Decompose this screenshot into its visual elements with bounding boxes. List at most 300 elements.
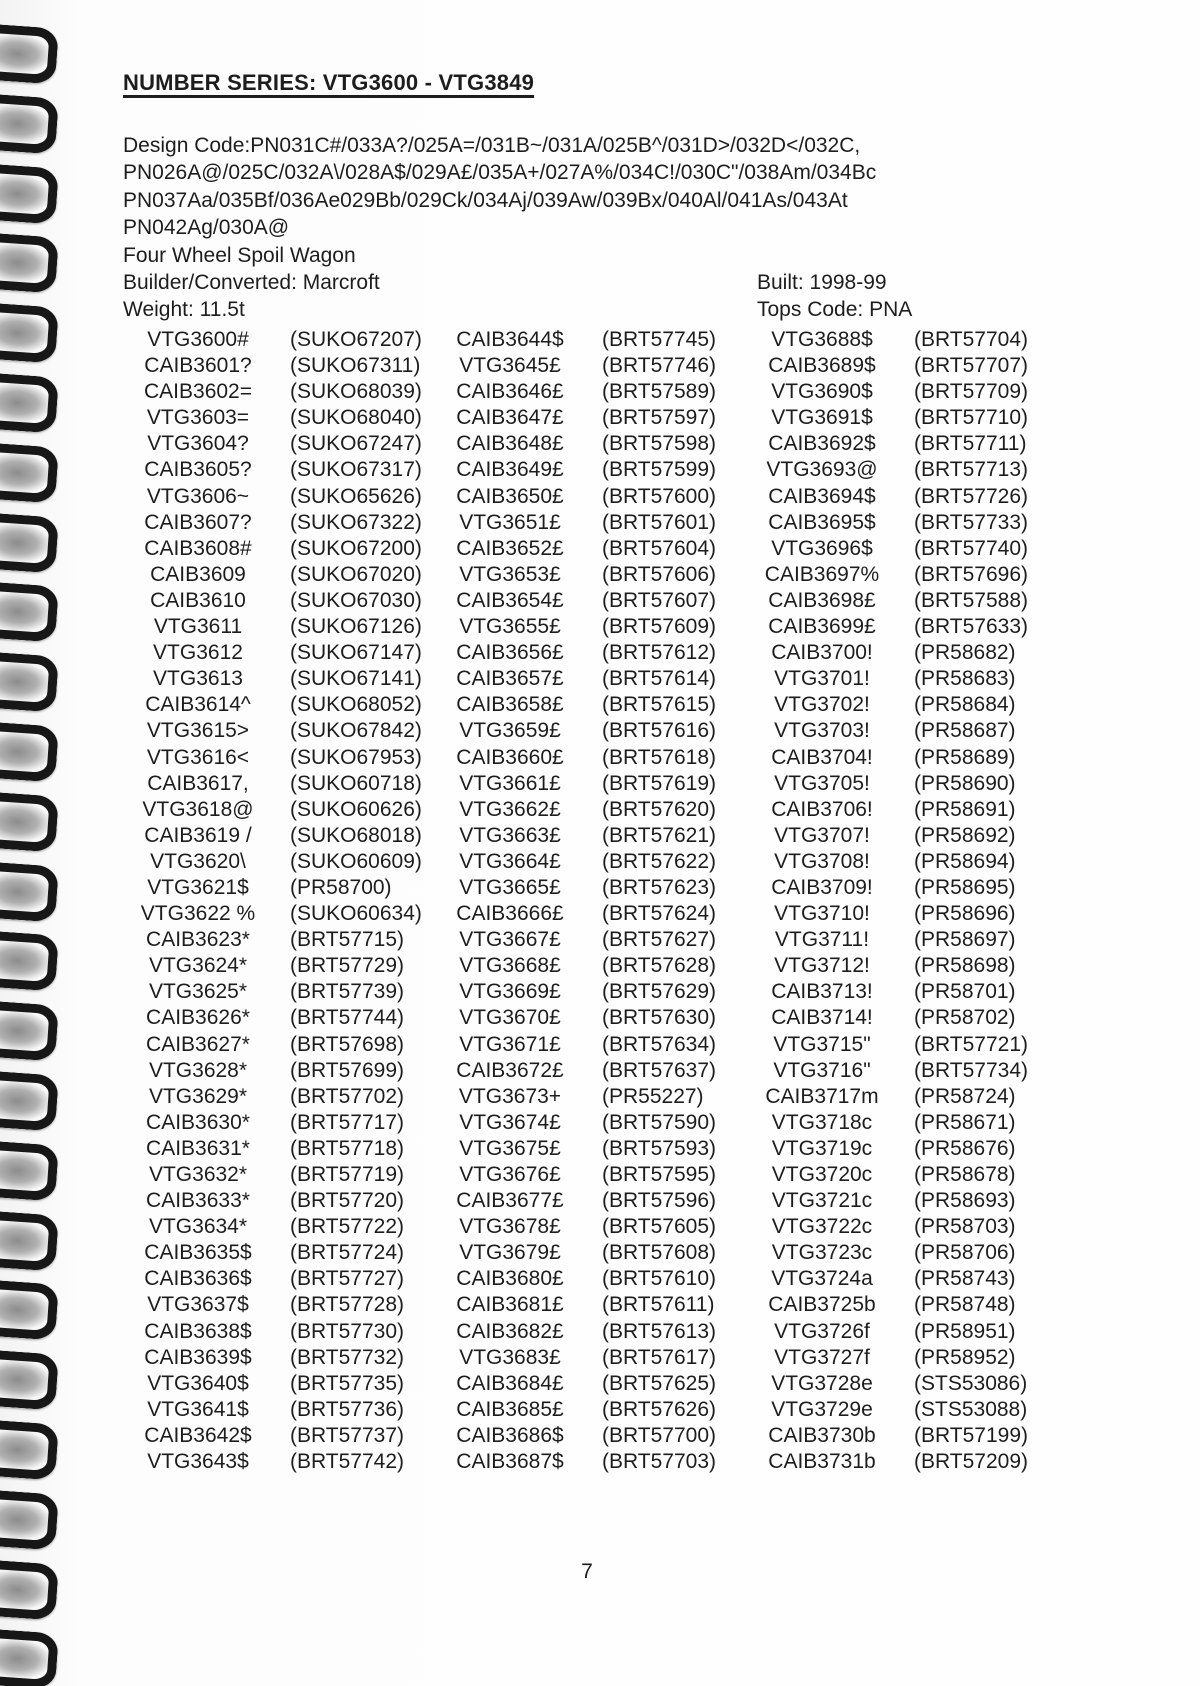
previous-number-code: (PR58952) bbox=[914, 1345, 1016, 1369]
wagon-row bbox=[112, 328, 424, 354]
wagon-number: CAIB3607? bbox=[144, 510, 252, 534]
previous-number-code: (BRT57720) bbox=[290, 1189, 405, 1213]
wagon-row bbox=[424, 1215, 736, 1241]
previous-number-code: (BRT57637) bbox=[602, 1058, 717, 1082]
previous-number-code: (BRT57711) bbox=[914, 432, 1027, 456]
previous-number-code: (SUKO67141) bbox=[290, 667, 422, 691]
wagon-number: CAIB3686$ bbox=[456, 1423, 564, 1447]
wagon-row bbox=[736, 1398, 1076, 1424]
wagon-number: VTG3604? bbox=[147, 432, 249, 456]
wagon-number: CAIB3698£ bbox=[768, 588, 876, 612]
previous-number-code: (BRT57729) bbox=[290, 954, 405, 978]
previous-number-code: (STS53086) bbox=[914, 1371, 1028, 1395]
previous-number-code: (BRT57704) bbox=[914, 328, 1029, 351]
previous-number-code: (BRT57710) bbox=[914, 406, 1029, 430]
previous-number-code: (BRT57707) bbox=[914, 354, 1029, 378]
previous-number-code: (BRT57702) bbox=[290, 1084, 405, 1108]
wagon-row bbox=[112, 1033, 424, 1059]
previous-number-code: (BRT57736) bbox=[290, 1397, 405, 1421]
wagon-row bbox=[112, 1059, 424, 1085]
wagon-row bbox=[736, 746, 1076, 772]
wagon-number: CAIB3635$ bbox=[144, 1241, 252, 1265]
wagon-number: VTG3616< bbox=[146, 745, 250, 769]
wagon-number: CAIB3631* bbox=[146, 1136, 250, 1160]
previous-number-code: (BRT57630) bbox=[602, 1006, 717, 1030]
wagon-row bbox=[424, 615, 736, 641]
wagon-number: CAIB3619 / bbox=[144, 823, 252, 847]
wagon-number: CAIB3689$ bbox=[768, 354, 876, 378]
wagon-number: VTG3640$ bbox=[147, 1371, 249, 1395]
wagon-number: VTG3688$ bbox=[771, 328, 873, 351]
wagon-row bbox=[736, 928, 1076, 954]
wagon-row bbox=[736, 1111, 1076, 1137]
wagon-row bbox=[424, 1085, 736, 1111]
wagon-row bbox=[112, 589, 424, 615]
previous-number-code: (SUKO67311) bbox=[290, 354, 421, 378]
spiral-binding-loop bbox=[0, 1489, 59, 1550]
spiral-binding-loop bbox=[0, 442, 59, 503]
page-title: NUMBER SERIES: VTG3600 - VTG3849 bbox=[123, 70, 535, 95]
wagon-number: VTG3675£ bbox=[459, 1136, 561, 1160]
previous-number-code: (PR58701) bbox=[914, 980, 1016, 1004]
wagon-row bbox=[736, 589, 1076, 615]
wagon-number: CAIB3648£ bbox=[456, 432, 564, 456]
wagon-row bbox=[112, 432, 424, 458]
wagon-number: VTG3710! bbox=[774, 902, 870, 926]
wagon-number: CAIB3694$ bbox=[768, 484, 876, 508]
previous-number-code: (SUKO67322) bbox=[290, 510, 422, 534]
wagon-row bbox=[112, 928, 424, 954]
previous-number-code: (PR58692) bbox=[914, 823, 1016, 847]
previous-number-code: (BRT57634) bbox=[602, 1032, 717, 1056]
wagon-number-list bbox=[112, 328, 1076, 1476]
wagon-row bbox=[736, 380, 1076, 406]
wagon-row bbox=[112, 667, 424, 693]
spiral-binding-loop bbox=[0, 1559, 59, 1620]
previous-number-code: (BRT57607) bbox=[602, 588, 717, 612]
spiral-binding-loop bbox=[0, 861, 59, 922]
previous-number-code: (BRT57209) bbox=[914, 1450, 1029, 1474]
previous-number-code: (BRT57600) bbox=[602, 484, 717, 508]
wagon-number: VTG3718c bbox=[771, 1110, 873, 1134]
wagon-row bbox=[424, 485, 736, 511]
wagon-row bbox=[424, 719, 736, 745]
wagon-row bbox=[736, 850, 1076, 876]
wagon-column-2 bbox=[424, 328, 736, 1476]
wagon-row bbox=[112, 641, 424, 667]
wagon-number: VTG3641$ bbox=[147, 1397, 249, 1421]
wagon-number: CAIB3646£ bbox=[456, 380, 564, 404]
spiral-binding-loop bbox=[0, 582, 59, 643]
wagon-row bbox=[424, 693, 736, 719]
previous-number-code: (BRT57616) bbox=[602, 719, 717, 743]
previous-number-code: (PR58693) bbox=[914, 1189, 1016, 1213]
spiral-binding-loop bbox=[0, 722, 59, 783]
wagon-number: VTG3726f bbox=[774, 1319, 870, 1343]
wagon-row bbox=[736, 954, 1076, 980]
previous-number-code: (BRT57618) bbox=[602, 745, 717, 769]
wagon-number: VTG3663£ bbox=[459, 823, 561, 847]
previous-number-code: (BRT57724) bbox=[290, 1241, 405, 1265]
wagon-row bbox=[736, 1059, 1076, 1085]
wagon-number: VTG3668£ bbox=[459, 954, 561, 978]
wagon-column-1 bbox=[112, 328, 424, 1476]
wagon-row bbox=[112, 354, 424, 380]
wagon-number: VTG3676£ bbox=[459, 1163, 561, 1186]
previous-number-code: (SUKO67247) bbox=[290, 432, 422, 456]
wagon-row bbox=[736, 772, 1076, 798]
previous-number-code: (BRT57627) bbox=[602, 928, 717, 952]
previous-number-code: (BRT57740) bbox=[914, 536, 1029, 560]
previous-number-code: (SUKO67953) bbox=[290, 745, 422, 769]
wagon-number: VTG3603= bbox=[146, 406, 250, 430]
wagon-row bbox=[112, 406, 424, 432]
wagon-number: CAIB3709! bbox=[771, 875, 873, 899]
wagon-row bbox=[424, 458, 736, 484]
spiral-binding-loop bbox=[0, 93, 59, 154]
wagon-row bbox=[736, 537, 1076, 563]
wagon-row bbox=[736, 1424, 1076, 1450]
wagon-number: CAIB3654£ bbox=[456, 588, 564, 612]
wagon-number: CAIB3657£ bbox=[456, 667, 564, 691]
wagon-number: CAIB3636$ bbox=[144, 1267, 252, 1291]
wagon-row bbox=[112, 1320, 424, 1346]
wagon-row bbox=[736, 641, 1076, 667]
previous-number-code: (BRT57628) bbox=[602, 954, 717, 978]
wagon-number: CAIB3706! bbox=[771, 797, 873, 821]
previous-number-code: (BRT57713) bbox=[914, 458, 1029, 482]
wagon-number: CAIB3602= bbox=[144, 380, 252, 404]
previous-number-code: (BRT57615) bbox=[602, 693, 717, 717]
wagon-row bbox=[112, 380, 424, 406]
wagon-row bbox=[424, 850, 736, 876]
previous-number-code: (BRT57745) bbox=[602, 328, 717, 351]
builder-label: Builder/Converted: Marcroft bbox=[123, 271, 380, 295]
wagon-number: CAIB3697% bbox=[764, 562, 880, 586]
wagon-number: CAIB3605? bbox=[144, 458, 252, 482]
wagon-row bbox=[424, 1189, 736, 1215]
design-code-line: PN042Ag/030A@ bbox=[123, 216, 290, 240]
previous-number-code: (BRT57623) bbox=[602, 875, 717, 899]
wagon-number: CAIB3633* bbox=[146, 1189, 250, 1213]
wagon-number: CAIB3680£ bbox=[456, 1267, 564, 1291]
wagon-number: VTG3606~ bbox=[146, 484, 250, 508]
previous-number-code: (BRT57721) bbox=[914, 1032, 1029, 1056]
previous-number-code: (BRT57596) bbox=[602, 1189, 717, 1213]
wagon-number: CAIB3687$ bbox=[456, 1450, 564, 1474]
previous-number-code: (BRT57605) bbox=[602, 1215, 717, 1239]
wagon-row bbox=[736, 980, 1076, 1006]
wagon-number: CAIB3714! bbox=[771, 1006, 873, 1030]
wagon-row bbox=[112, 1398, 424, 1424]
spiral-binding-loop bbox=[0, 931, 59, 992]
wagon-number: VTG3705! bbox=[774, 771, 870, 795]
previous-number-code: (BRT57629) bbox=[602, 980, 717, 1004]
wagon-number: CAIB3685£ bbox=[456, 1397, 564, 1421]
wagon-row bbox=[424, 1059, 736, 1085]
wagon-row bbox=[736, 563, 1076, 589]
wagon-number: VTG3712! bbox=[774, 954, 870, 978]
wagon-row bbox=[736, 1450, 1076, 1476]
wagon-number: VTG3722c bbox=[771, 1215, 873, 1239]
wagon-row bbox=[424, 1398, 736, 1424]
previous-number-code: (PR55227) bbox=[602, 1084, 704, 1108]
wagon-row bbox=[112, 1137, 424, 1163]
wagon-row bbox=[424, 1346, 736, 1372]
wagon-row bbox=[112, 1372, 424, 1398]
wagon-row bbox=[112, 719, 424, 745]
previous-number-code: (BRT57621) bbox=[602, 823, 717, 847]
spiral-binding-loop bbox=[0, 652, 59, 713]
wagon-row bbox=[736, 1346, 1076, 1372]
wagon-row bbox=[112, 876, 424, 902]
previous-number-code: (PR58683) bbox=[914, 667, 1016, 691]
wagon-number: VTG3696$ bbox=[771, 536, 873, 560]
wagon-number: VTG3661£ bbox=[459, 771, 561, 795]
previous-number-code: (BRT57617) bbox=[602, 1345, 717, 1369]
previous-number-code: (PR58694) bbox=[914, 849, 1016, 873]
spiral-binding-loop bbox=[0, 233, 59, 294]
previous-number-code: (BRT57608) bbox=[602, 1241, 717, 1265]
wagon-row bbox=[112, 1450, 424, 1476]
wagon-row bbox=[112, 1424, 424, 1450]
previous-number-code: (BRT57595) bbox=[602, 1163, 717, 1186]
wagon-row bbox=[112, 485, 424, 511]
wagon-row bbox=[424, 1241, 736, 1267]
wagon-row bbox=[112, 1189, 424, 1215]
wagon-row bbox=[112, 1163, 424, 1189]
wagon-number: VTG3674£ bbox=[459, 1110, 561, 1134]
wagon-row bbox=[112, 563, 424, 589]
previous-number-code: (BRT57735) bbox=[290, 1371, 405, 1395]
wagon-row bbox=[736, 798, 1076, 824]
wagon-row bbox=[424, 667, 736, 693]
wagon-number: CAIB3692$ bbox=[768, 432, 876, 456]
previous-number-code: (BRT57199) bbox=[914, 1423, 1029, 1447]
wagon-row bbox=[112, 1293, 424, 1319]
wagon-row bbox=[112, 1241, 424, 1267]
previous-number-code: (BRT57746) bbox=[602, 354, 717, 378]
wagon-row bbox=[736, 354, 1076, 380]
wagon-number: VTG3645£ bbox=[459, 354, 561, 378]
previous-number-code: (BRT57599) bbox=[602, 458, 717, 482]
wagon-number: CAIB3601? bbox=[144, 354, 252, 378]
design-code-line: PN026A@/025C/032A\/028A$/029A£/035A+/027A%/034C!/030C"/038Am/034Bc bbox=[123, 161, 877, 185]
previous-number-code: (BRT57625) bbox=[602, 1371, 717, 1395]
wagon-row bbox=[424, 354, 736, 380]
previous-number-code: (BRT57742) bbox=[290, 1450, 405, 1474]
wagon-row bbox=[112, 615, 424, 641]
spiral-binding-loop bbox=[0, 1140, 59, 1201]
previous-number-code: (PR58696) bbox=[914, 902, 1016, 926]
previous-number-code: (PR58695) bbox=[914, 875, 1016, 899]
previous-number-code: (PR58682) bbox=[914, 641, 1016, 665]
spiral-binding-loop bbox=[0, 303, 59, 364]
wagon-row bbox=[736, 1293, 1076, 1319]
wagon-number: CAIB3614^ bbox=[145, 693, 251, 717]
wagon-row bbox=[112, 1267, 424, 1293]
wagon-row bbox=[424, 954, 736, 980]
previous-number-code: (BRT57593) bbox=[602, 1136, 717, 1160]
spiral-binding-loop bbox=[0, 163, 59, 224]
wagon-row bbox=[112, 772, 424, 798]
wagon-number: VTG3707! bbox=[774, 823, 870, 847]
previous-number-code: (PR58724) bbox=[914, 1084, 1016, 1108]
wagon-number: CAIB3644$ bbox=[456, 328, 564, 351]
wagon-row bbox=[112, 1346, 424, 1372]
wagon-row bbox=[736, 458, 1076, 484]
wagon-number: VTG3702! bbox=[774, 693, 870, 717]
built-label: Built: 1998-99 bbox=[757, 271, 887, 295]
wagon-row bbox=[736, 1372, 1076, 1398]
previous-number-code: (PR58690) bbox=[914, 771, 1016, 795]
wagon-number: CAIB3700! bbox=[771, 641, 873, 665]
wagon-row bbox=[112, 1111, 424, 1137]
previous-number-code: (BRT57727) bbox=[290, 1267, 405, 1291]
previous-number-code: (BRT57698) bbox=[290, 1032, 405, 1056]
previous-number-code: (BRT57604) bbox=[602, 536, 717, 560]
spiral-binding-loop bbox=[0, 1280, 59, 1341]
previous-number-code: (BRT57597) bbox=[602, 406, 717, 430]
wagon-number: VTG3727f bbox=[774, 1345, 870, 1369]
previous-number-code: (BRT57703) bbox=[602, 1450, 717, 1474]
previous-number-code: (BRT57626) bbox=[602, 1397, 717, 1421]
previous-number-code: (BRT57739) bbox=[290, 980, 405, 1004]
wagon-number: CAIB3660£ bbox=[456, 745, 564, 769]
previous-number-code: (PR58700) bbox=[290, 875, 392, 899]
wagon-number: VTG3728e bbox=[771, 1371, 873, 1395]
wagon-row bbox=[112, 850, 424, 876]
wagon-number: CAIB3630* bbox=[146, 1110, 250, 1134]
wagon-number: CAIB3681£ bbox=[456, 1293, 564, 1317]
wagon-type: Four Wheel Spoil Wagon bbox=[123, 243, 356, 267]
wagon-number: CAIB3672£ bbox=[456, 1058, 564, 1082]
previous-number-code: (BRT57726) bbox=[914, 484, 1029, 508]
wagon-row bbox=[424, 563, 736, 589]
wagon-number: VTG3662£ bbox=[459, 797, 561, 821]
wagon-number: VTG3721c bbox=[771, 1189, 873, 1213]
previous-number-code: (PR58698) bbox=[914, 954, 1016, 978]
wagon-number: CAIB3731b bbox=[768, 1450, 876, 1474]
wagon-row bbox=[424, 589, 736, 615]
wagon-number: CAIB3684£ bbox=[456, 1371, 564, 1395]
wagon-number: CAIB3713! bbox=[771, 980, 873, 1004]
wagon-number: VTG3729e bbox=[771, 1397, 873, 1421]
wagon-number: VTG3612 bbox=[153, 641, 243, 665]
previous-number-code: (BRT57590) bbox=[602, 1110, 717, 1134]
wagon-row bbox=[424, 641, 736, 667]
previous-number-code: (PR58703) bbox=[914, 1215, 1016, 1239]
wagon-row bbox=[424, 980, 736, 1006]
wagon-details-block bbox=[123, 132, 1098, 324]
wagon-number: CAIB3609 bbox=[150, 562, 246, 586]
previous-number-code: (SUKO68040) bbox=[290, 406, 422, 430]
wagon-number: VTG3600# bbox=[147, 328, 249, 351]
wagon-number: VTG3643$ bbox=[147, 1450, 249, 1474]
wagon-row bbox=[736, 1137, 1076, 1163]
wagon-row bbox=[112, 1215, 424, 1241]
wagon-number: VTG3708! bbox=[774, 849, 870, 873]
wagon-row bbox=[112, 537, 424, 563]
previous-number-code: (BRT57732) bbox=[290, 1345, 405, 1369]
wagon-number: VTG3720c bbox=[771, 1163, 873, 1186]
wagon-number: VTG3719c bbox=[771, 1136, 873, 1160]
wagon-row bbox=[424, 1293, 736, 1319]
wagon-row bbox=[736, 1241, 1076, 1267]
wagon-number: CAIB3717m bbox=[765, 1084, 879, 1108]
wagon-number: CAIB3695$ bbox=[768, 510, 876, 534]
previous-number-code: (BRT57588) bbox=[914, 588, 1029, 612]
wagon-row bbox=[736, 328, 1076, 354]
page-number: 7 bbox=[581, 1560, 593, 1583]
wagon-row bbox=[736, 511, 1076, 537]
wagon-row bbox=[424, 1267, 736, 1293]
wagon-number: CAIB3610 bbox=[150, 588, 246, 612]
wagon-number: VTG3637$ bbox=[147, 1293, 249, 1317]
previous-number-code: (BRT57718) bbox=[290, 1136, 405, 1160]
previous-number-code: (BRT57699) bbox=[290, 1058, 405, 1082]
spiral-binding-loop bbox=[0, 373, 59, 434]
wagon-row bbox=[424, 746, 736, 772]
previous-number-code: (BRT57622) bbox=[602, 849, 717, 873]
wagon-number: CAIB3608# bbox=[144, 536, 252, 560]
previous-number-code: (SUKO67842) bbox=[290, 719, 422, 743]
wagon-row bbox=[424, 1320, 736, 1346]
wagon-row bbox=[736, 1163, 1076, 1189]
wagon-row bbox=[424, 406, 736, 432]
wagon-number: VTG3655£ bbox=[459, 615, 561, 639]
previous-number-code: (PR58687) bbox=[914, 719, 1016, 743]
wagon-number: VTG3632* bbox=[148, 1163, 248, 1186]
previous-number-code: (BRT57709) bbox=[914, 380, 1029, 404]
wagon-number: CAIB3725b bbox=[768, 1293, 876, 1317]
previous-number-code: (BRT57612) bbox=[602, 641, 717, 665]
wagon-number: VTG3621$ bbox=[147, 875, 249, 899]
wagon-number: VTG3711! bbox=[774, 928, 870, 952]
spiral-binding-loop bbox=[0, 512, 59, 573]
wagon-row bbox=[112, 954, 424, 980]
previous-number-code: (SUKO60609) bbox=[290, 849, 422, 873]
wagon-column-3 bbox=[736, 328, 1076, 1476]
wagon-number: CAIB3649£ bbox=[456, 458, 564, 482]
wagon-number: VTG3659£ bbox=[459, 719, 561, 743]
previous-number-code: (PR58748) bbox=[914, 1293, 1016, 1317]
wagon-row bbox=[424, 772, 736, 798]
wagon-row bbox=[424, 1163, 736, 1189]
wagon-row bbox=[736, 432, 1076, 458]
wagon-row bbox=[424, 824, 736, 850]
wagon-number: VTG3613 bbox=[153, 667, 243, 691]
wagon-row bbox=[424, 928, 736, 954]
wagon-row bbox=[424, 876, 736, 902]
wagon-number: VTG3615> bbox=[146, 719, 250, 743]
wagon-number: CAIB3656£ bbox=[456, 641, 564, 665]
previous-number-code: (PR58678) bbox=[914, 1163, 1016, 1186]
wagon-row bbox=[736, 667, 1076, 693]
previous-number-code: (BRT57733) bbox=[914, 510, 1029, 534]
previous-number-code: (BRT57715) bbox=[290, 928, 405, 952]
spiral-binding-loop bbox=[0, 1629, 59, 1686]
weight-tops-row bbox=[123, 296, 1098, 323]
previous-number-code: (BRT57589) bbox=[602, 380, 717, 404]
previous-number-code: (SUKO67200) bbox=[290, 536, 422, 560]
wagon-number: CAIB3699£ bbox=[768, 615, 876, 639]
wagon-number: CAIB3666£ bbox=[456, 902, 564, 926]
wagon-number: CAIB3627* bbox=[146, 1032, 250, 1056]
wagon-number: VTG3653£ bbox=[459, 562, 561, 586]
wagon-number: CAIB3617, bbox=[147, 771, 249, 795]
wagon-number: VTG3628* bbox=[148, 1058, 248, 1082]
